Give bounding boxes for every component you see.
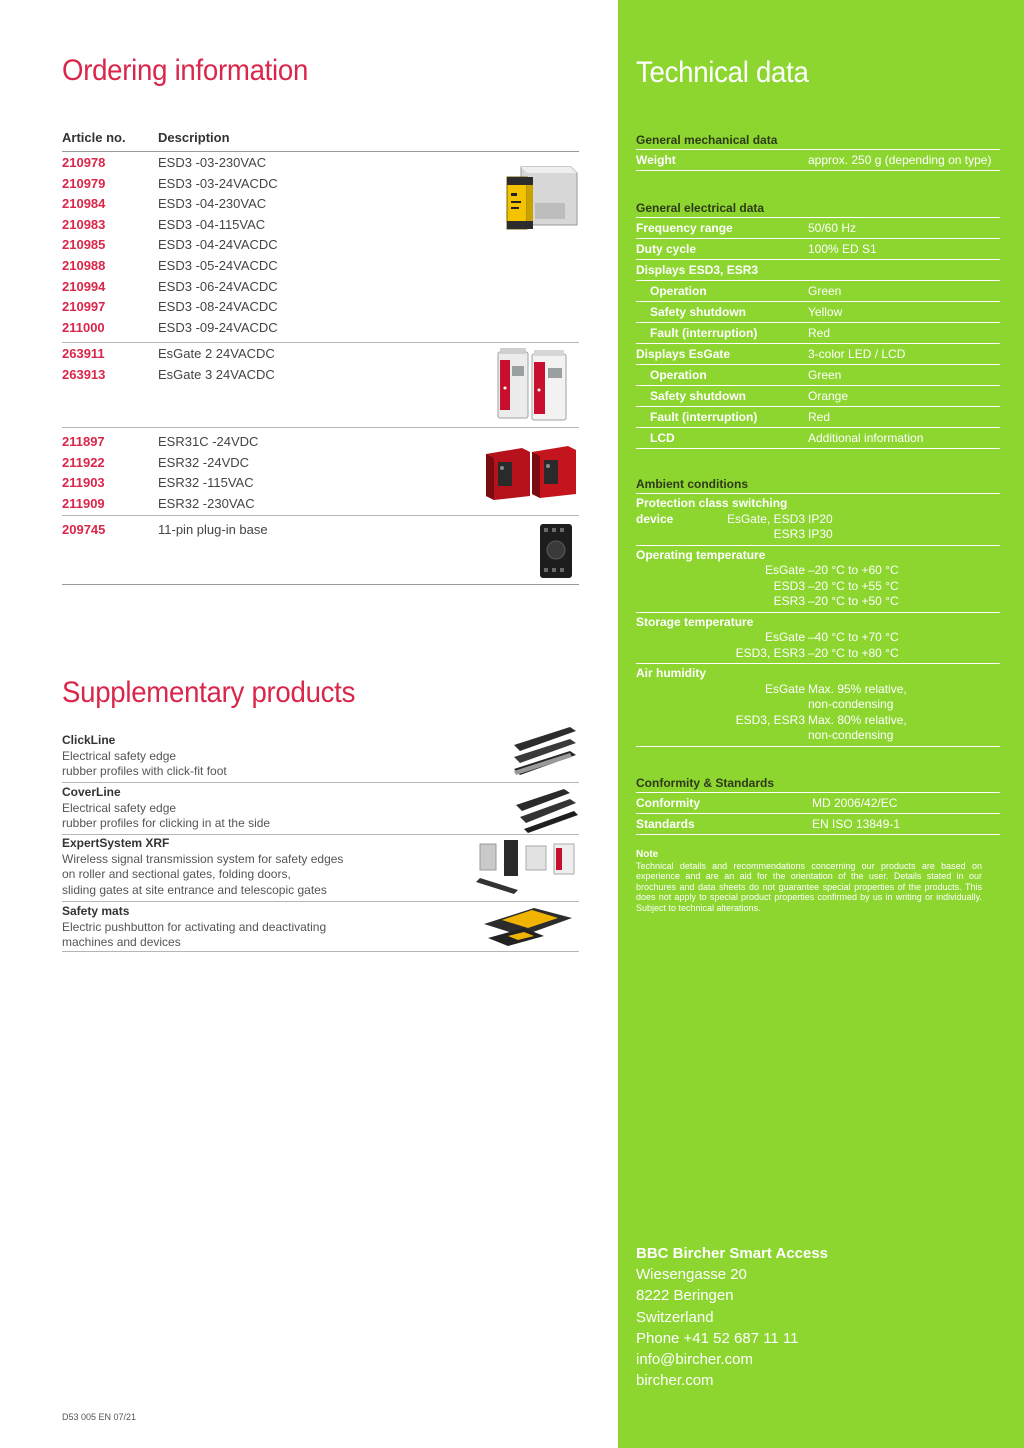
article-no: 211922 — [62, 454, 105, 470]
sup-item-text: rubber profiles for clicking in at the side — [62, 816, 271, 831]
fault-label: Fault (interruption) — [650, 326, 758, 340]
description: ESR32 -230VAC — [158, 495, 255, 511]
sup-item-text: sliding gates at site entrance and telescopic gates — [62, 882, 327, 897]
mechanical-heading: General mechanical data — [636, 130, 1000, 150]
weight-row — [636, 150, 1000, 171]
conformity-label: Conformity — [636, 796, 700, 810]
temperature-value: –20 °C to +50 °C — [808, 594, 899, 608]
table-row — [62, 520, 579, 541]
article-no: 211897 — [62, 434, 105, 449]
table-row — [62, 235, 579, 256]
protection-value: IP20 — [808, 511, 833, 526]
company-name: BBC Bircher Smart Access — [636, 1245, 829, 1262]
electrical-heading: General electrical data — [636, 198, 1000, 218]
sup-item-text: machines and devices — [62, 935, 181, 950]
article-no: 263913 — [62, 366, 106, 382]
article-no: 210994 — [62, 278, 106, 294]
device-label: ESD3, ESR3 — [735, 712, 805, 727]
operating-temperature-row — [636, 546, 1000, 613]
operation-value: Green — [808, 368, 842, 382]
protection-device: EsGate, ESD3 — [726, 511, 805, 526]
duty-label: Duty cycle — [636, 242, 697, 256]
table-row — [62, 256, 579, 277]
conformity-value: MD 2006/42/EC — [812, 796, 898, 810]
description: ESD3 -08-24VACDC — [158, 299, 278, 315]
displays-esgate-label: Displays EsGate — [636, 347, 731, 361]
safety-shutdown-label: Safety shutdown — [650, 305, 747, 319]
technical-panel — [618, 0, 1024, 1448]
safety-shutdown-value: Yellow — [808, 305, 843, 319]
device-label: EsGate — [764, 681, 805, 696]
esgate-device-image — [494, 346, 578, 422]
weight-label: Weight — [636, 153, 676, 167]
device-label: ESD3 — [773, 578, 805, 593]
col-article-no: Article no. — [62, 130, 126, 145]
fault-row — [636, 323, 1000, 344]
col-description: Description — [158, 130, 230, 145]
note-text: Technical details and recommendations concerning our products are based on experience and are an aid for the orientation of the user. Details stated in our brochures and data sheets do not guarantee special properties of the products. This does not apply to special product properties confirmed by us in writing or individually. Subject to technical alterations. — [636, 860, 982, 913]
clickline-profile-image — [510, 723, 580, 779]
device-label: ESR3 — [773, 594, 805, 608]
table-row — [62, 318, 579, 339]
frequency-value: 50/60 Hz — [808, 221, 857, 235]
operation-label: Operation — [650, 284, 707, 298]
description: EsGate 3 24VACDC — [158, 366, 275, 382]
air-humidity-row — [636, 664, 1000, 747]
sup-item-text: rubber profiles with click-fit foot — [62, 764, 227, 779]
sup-item-text: Electrical safety edge — [62, 748, 177, 763]
humidity-value: Max. 80% relative, — [808, 712, 907, 727]
description: ESD3 -03-24VACDC — [158, 175, 278, 191]
article-no: 210984 — [62, 196, 106, 212]
article-no: 210979 — [62, 175, 106, 191]
device-label: EsGate — [764, 630, 805, 644]
standards-label: Standards — [636, 817, 695, 831]
article-no: 210985 — [62, 237, 106, 253]
expertsystem-xrf-image — [474, 838, 578, 898]
operation-row — [636, 281, 1000, 302]
plug-in-base-image — [536, 520, 576, 580]
fault-label: Fault (interruption) — [650, 410, 758, 424]
sup-item-text: Wireless signal transmission system for safety edges — [62, 851, 344, 866]
weight-value: approx. 250 g (depending on type) — [808, 153, 992, 167]
address-block — [636, 1243, 828, 1391]
address-phone: Phone +41 52 687 11 11 — [636, 1329, 799, 1347]
description: ESD3 -04-24VACDC — [158, 237, 278, 253]
address-country: Switzerland — [636, 1308, 714, 1326]
standards-value: EN ISO 13849-1 — [812, 817, 901, 831]
safety-mats-image — [474, 902, 578, 950]
displays-esgate-value: 3-color LED / LCD — [808, 347, 906, 361]
displays-esd-row — [636, 260, 1000, 281]
fault-value: Red — [808, 326, 831, 340]
safety-shutdown-value: Orange — [808, 389, 849, 403]
protection-class-row — [636, 494, 1000, 546]
table-row — [62, 215, 579, 236]
frequency-label: Frequency range — [636, 221, 733, 235]
displays-esgate-row — [636, 344, 1000, 365]
sup-item-name: ExpertSystem XRF — [62, 836, 170, 850]
sup-item-name: Safety mats — [62, 904, 130, 918]
ordering-group-esd3 — [62, 153, 579, 343]
temperature-value: –20 °C to +60 °C — [808, 563, 899, 577]
note-block — [636, 850, 982, 914]
protection-label-cont: device — [636, 511, 674, 526]
lcd-row — [636, 428, 1000, 449]
sup-item-text: Electrical safety edge — [62, 800, 177, 815]
air-humidity-label: Air humidity — [636, 666, 707, 680]
ordering-table-header — [62, 130, 579, 152]
description: ESR32 -115VAC — [158, 475, 254, 491]
temperature-value: –20 °C to +55 °C — [808, 578, 899, 593]
ordering-group-esr — [62, 432, 579, 514]
mechanical-data-block — [636, 130, 1000, 171]
description: ESR32 -24VDC — [158, 454, 250, 470]
email-link[interactable]: info@bircher.com — [636, 1351, 753, 1369]
storage-temperature-label: Storage temperature — [636, 614, 754, 629]
device-label: ESD3, ESR3 — [735, 645, 805, 660]
table-row — [62, 174, 579, 195]
description: ESD3 -06-24VACDC — [158, 278, 278, 294]
article-no: 209745 — [62, 522, 106, 537]
operation-label: Operation — [650, 368, 707, 382]
lcd-label: LCD — [650, 431, 675, 445]
table-row — [62, 194, 579, 215]
technical-title: Technical data — [636, 56, 809, 89]
ordering-group-base — [62, 515, 579, 585]
description: ESD3 -04-230VAC — [158, 196, 267, 212]
safety-shutdown-label: Safety shutdown — [650, 389, 747, 403]
electrical-data-block — [636, 198, 1000, 449]
humidity-value-cont: non-condensing — [808, 697, 894, 711]
sup-item-safety-mats — [62, 904, 579, 952]
article-no: 211000 — [62, 319, 105, 335]
duty-row — [636, 239, 1000, 260]
article-no: 210997 — [62, 299, 106, 315]
table-row — [62, 297, 579, 318]
ordering-title: Ordering information — [62, 54, 309, 87]
article-no: 263911 — [62, 346, 105, 361]
operation-row — [636, 365, 1000, 386]
sup-item-clickline — [62, 733, 579, 783]
description: 11-pin plug-in base — [158, 522, 268, 537]
supplementary-title: Supplementary products — [62, 676, 356, 709]
description: ESR31C -24VDC — [158, 434, 259, 449]
temperature-value: –40 °C to +70 °C — [808, 630, 899, 644]
conformity-block — [636, 773, 1000, 835]
sup-item-name: ClickLine — [62, 733, 116, 747]
fault-row — [636, 407, 1000, 428]
coverline-profile-image — [514, 785, 580, 833]
protection-device: ESR3 — [773, 527, 805, 541]
address-city: 8222 Beringen — [636, 1287, 734, 1305]
displays-esd-label: Displays ESD3, ESR3 — [636, 263, 759, 277]
duty-value: 100% ED S1 — [808, 242, 877, 256]
device-label: EsGate — [764, 563, 805, 577]
sup-item-text: on roller and sectional gates, folding doors, — [62, 867, 291, 882]
article-no: 211909 — [62, 495, 105, 511]
footer-code: D53 005 EN 07/21 — [62, 1412, 137, 1422]
esr-device-image — [482, 444, 578, 500]
operation-value: Green — [808, 284, 842, 298]
lcd-value: Additional information — [808, 431, 924, 445]
ambient-heading: Ambient conditions — [636, 474, 1000, 494]
description: EsGate 2 24VACDC — [158, 346, 275, 361]
operating-temperature-label: Operating temperature — [636, 547, 766, 562]
frequency-row — [636, 218, 1000, 239]
sup-item-expertsystem-xrf — [62, 836, 579, 902]
description: ESD3 -03-230VAC — [158, 155, 267, 170]
safety-shutdown-row — [636, 386, 1000, 407]
article-no: 210983 — [62, 216, 106, 232]
ambient-data-block — [636, 474, 1000, 747]
website-link[interactable]: bircher.com — [636, 1372, 714, 1390]
note-title: Note — [636, 849, 659, 860]
humidity-value: Max. 95% relative, — [808, 681, 907, 696]
address-street: Wiesengasse 20 — [636, 1266, 747, 1284]
ordering-group-esgate — [62, 344, 579, 428]
fault-value: Red — [808, 410, 831, 424]
description: ESD3 -04-115VAC — [158, 216, 266, 232]
sup-item-coverline — [62, 785, 579, 835]
left-column — [62, 0, 579, 1448]
esd3-device-image — [505, 163, 579, 237]
description: ESD3 -09-24VACDC — [158, 319, 278, 335]
sup-item-text: Electric pushbutton for activating and deactivating — [62, 919, 327, 934]
storage-temperature-row — [636, 613, 1000, 665]
table-row — [62, 153, 579, 174]
standards-row — [636, 814, 1000, 835]
sup-item-name: CoverLine — [62, 785, 121, 799]
article-no: 210978 — [62, 155, 106, 170]
temperature-value: –20 °C to +80 °C — [808, 645, 899, 660]
article-no: 210988 — [62, 257, 106, 273]
protection-value: IP30 — [808, 527, 833, 541]
humidity-value-cont: non-condensing — [808, 728, 894, 742]
description: ESD3 -05-24VACDC — [158, 257, 278, 273]
conformity-row — [636, 793, 1000, 814]
article-no: 211903 — [62, 475, 105, 491]
safety-shutdown-row — [636, 302, 1000, 323]
conformity-heading: Conformity & Standards — [636, 773, 1000, 793]
table-row — [62, 277, 579, 298]
protection-label: Protection class switching — [636, 496, 788, 510]
